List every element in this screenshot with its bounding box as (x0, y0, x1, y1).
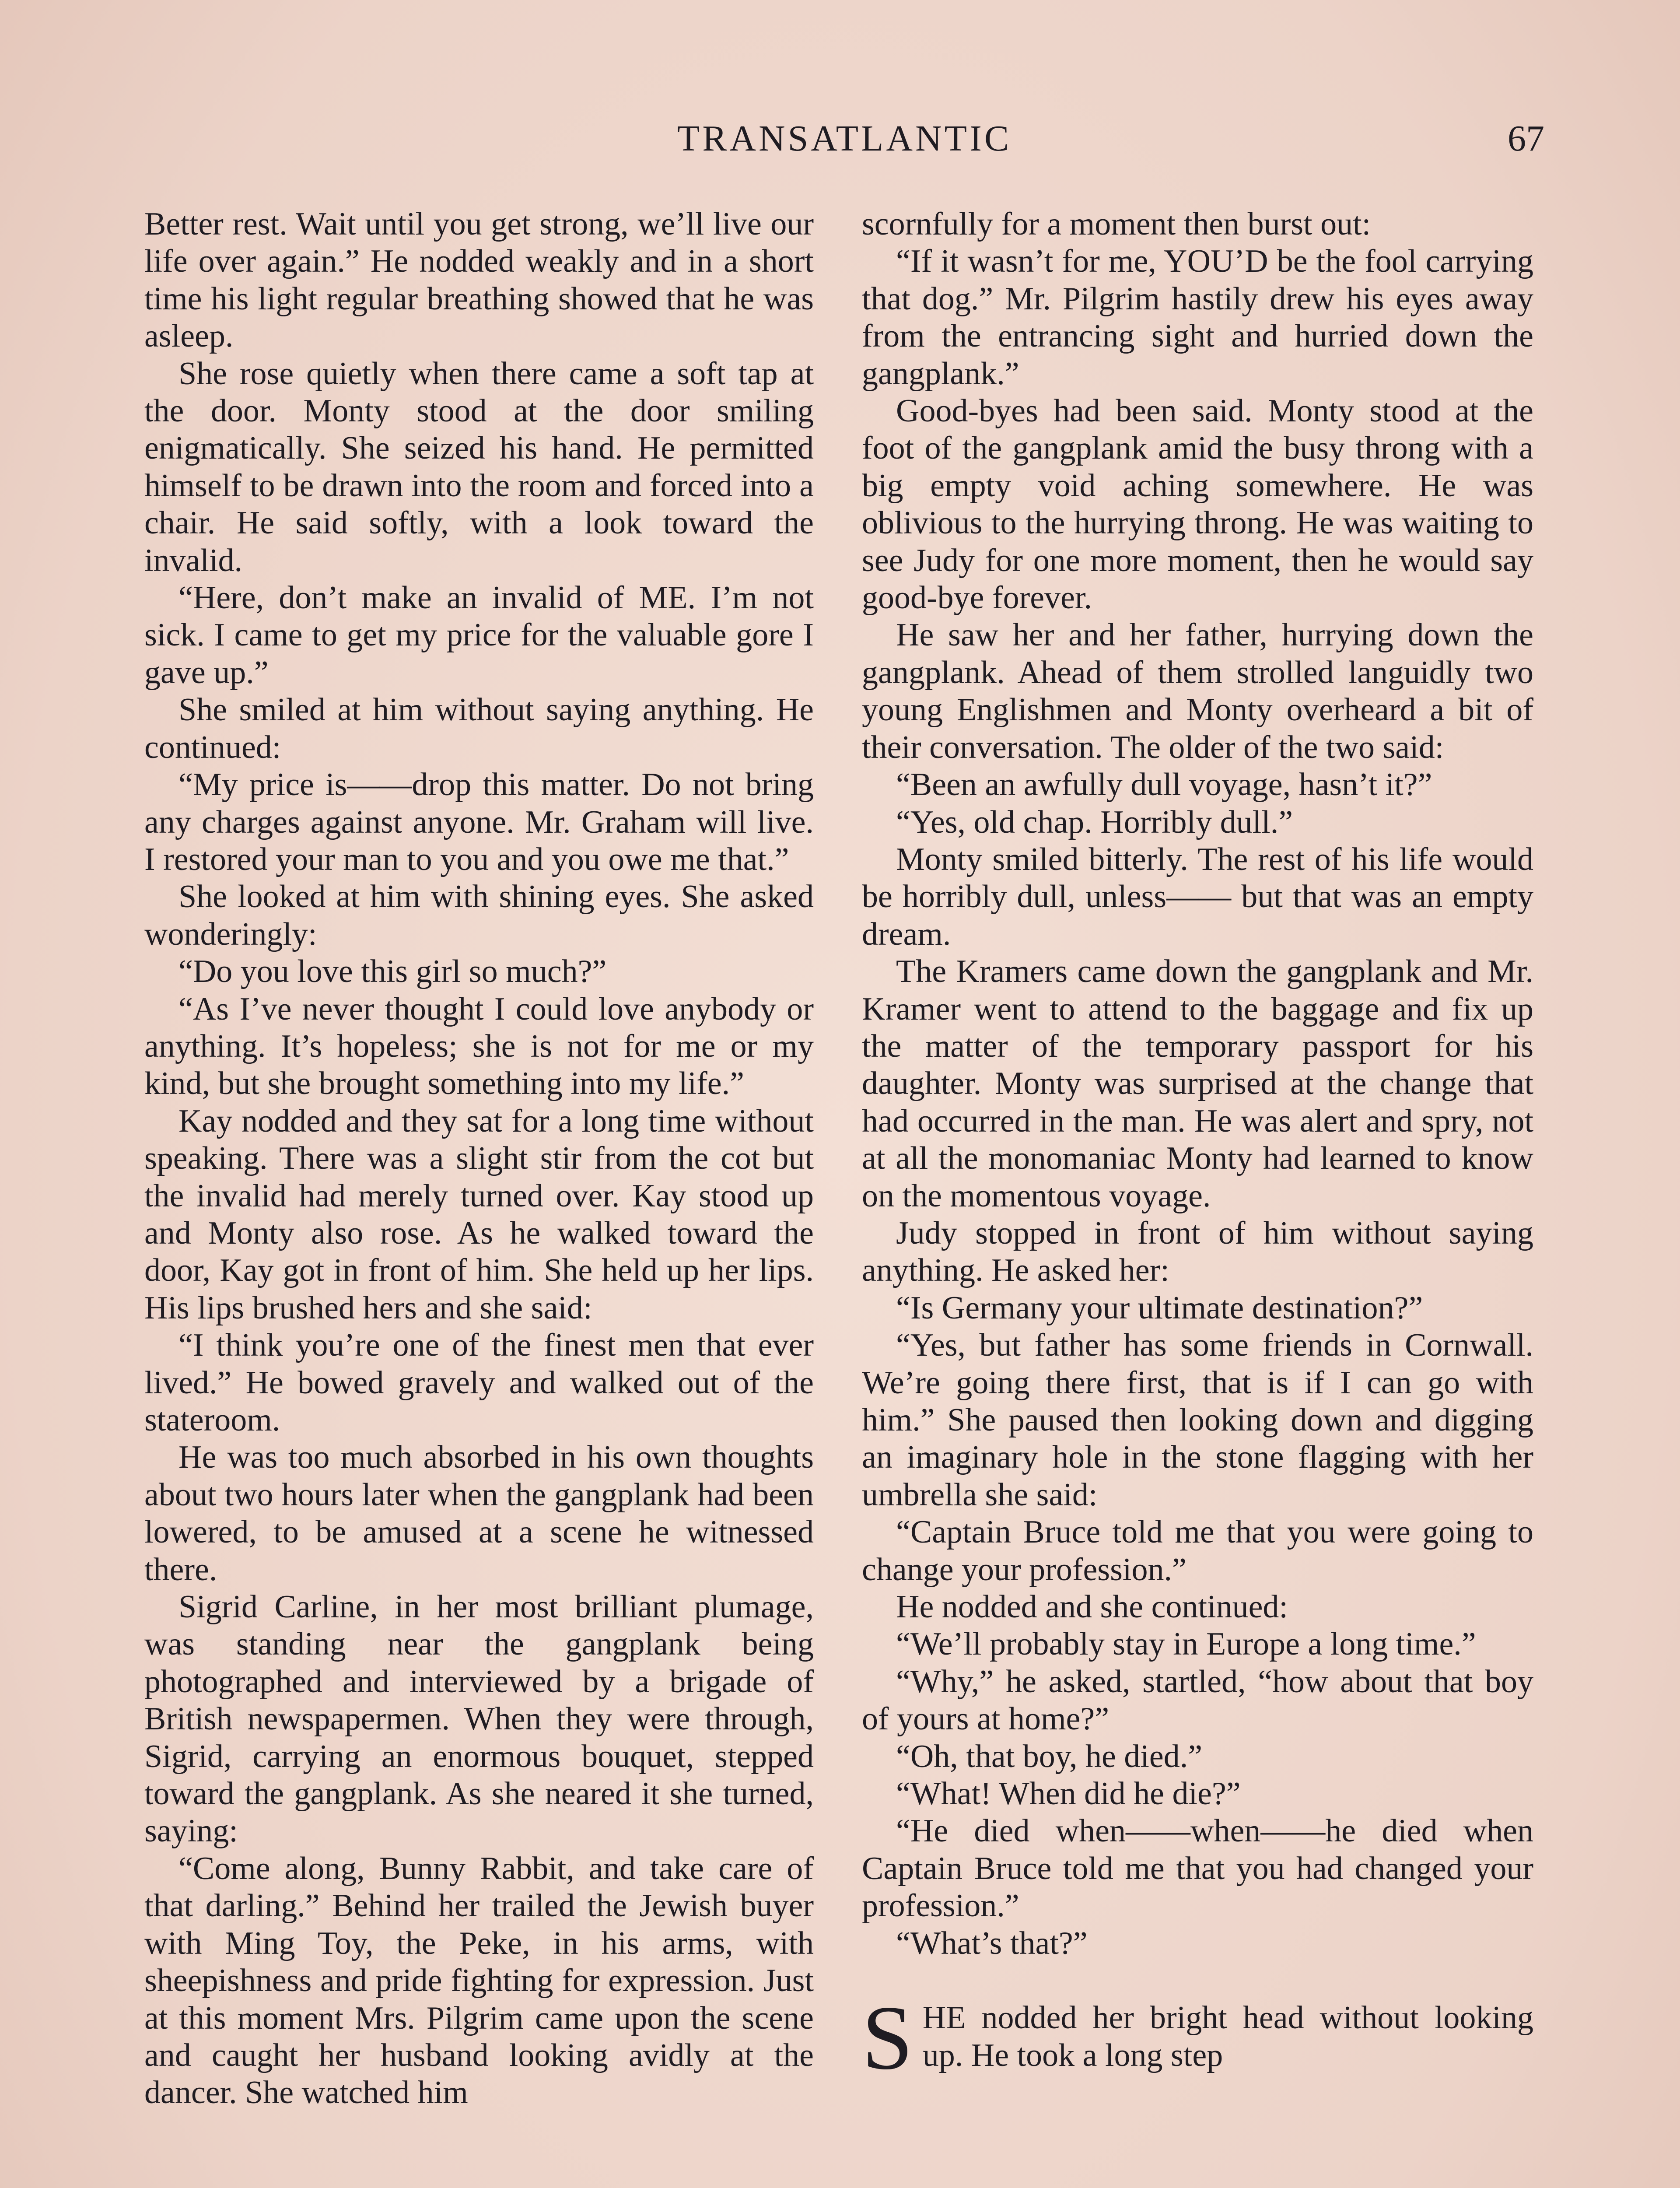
paragraph: The Kramers came down the gangplank and Mr. Kramer went to attend to the baggage and fix up the matter of the temporary passport for his daughter. Monty was surprised at the change that had occurred in the man. He was alert and spry, not at all the monomaniac Monty had learned to know on the momentous voyage. (862, 954, 1533, 1214)
paragraph: Judy stopped in front of him without saying anything. He asked her: (862, 1215, 1533, 1289)
paragraph: “Captain Bruce told me that you were going to change your profession.” (862, 1514, 1533, 1588)
paragraph: Better rest. Wait until you get strong, we’ll live our life over again.” He nodded weakly and in a short time his light regular breathing showed that he was asleep. (144, 206, 814, 354)
running-title: TRANSATLANTIC (677, 118, 1012, 159)
right-column (862, 206, 1533, 2089)
paragraph: “Yes, but father has some friends in Cornwall. We’re going there first, that is if I can go with him.” She paused then looking down and digging an imaginary hole in the stone flagging with her umbrella she said: (862, 1327, 1533, 1513)
drop-cap: S (862, 1987, 913, 2089)
paragraph: “If it wasn’t for me, YOU’D be the fool carrying that dog.” Mr. Pilgrim hastily drew his eyes away from the entrancing sight and hurried down the gangplank.” (862, 243, 1533, 392)
paragraph: “Been an awfully dull voyage, hasn’t it?” (896, 767, 1432, 803)
left-column (144, 206, 814, 2112)
paragraph: “What’s that?” (896, 1925, 1088, 1961)
paragraph: Sigrid Carline, in her most brilliant plumage, was standing near the gangplank being photographed and interviewed by a brigade of British newspapermen. When they were through, Sigrid, carrying an enormous bouquet, stepped toward the gangplank. As she neared it she turned, saying: (144, 1589, 814, 1849)
paragraph: “Yes, old chap. Horribly dull.” (896, 804, 1293, 840)
paragraph: Kay nodded and they sat for a long time without speaking. There was a slight stir from the cot but the invalid had merely turned over. Kay stood up and Monty also rose. As he walked toward the door, Kay got in front of him. She held up her lips. His lips brushed hers and she said: (144, 1103, 814, 1326)
paragraph: “As I’ve never thought I could love anybody or anything. It’s hopeless; she is not for me or my kind, but she brought something into my life.” (144, 991, 814, 1102)
paragraph: scornfully for a moment then burst out: (862, 206, 1371, 242)
paragraph: “I think you’re one of the finest men that ever lived.” He bowed gravely and walked out of the stateroom. (144, 1327, 814, 1438)
paragraph: “Why,” he asked, startled, “how about that boy of yours at home?” (862, 1663, 1533, 1737)
paragraph: He was too much absorbed in his own thoughts about two hours later when the gangplank had been lowered, to be amused at a scene he witnessed there. (144, 1439, 814, 1588)
paragraph: He nodded and she continued: (896, 1589, 1288, 1625)
paragraph: She looked at him with shining eyes. She asked wonderingly: (144, 879, 814, 952)
paragraph: He saw her and her father, hurrying down the gangplank. Ahead of them strolled languidly two young Englishmen and Monty overheard a bit of their conversation. The older of the two said: (862, 617, 1533, 765)
paragraph: She smiled at him without saying anything. He continued: (144, 692, 814, 765)
paragraph: “My price is——drop this matter. Do not bring any charges against anyone. Mr. Graham will live. I restored your man to you and you owe me that.” (144, 767, 814, 877)
paragraph: She rose quietly when there came a soft tap at the door. Monty stood at the door smiling enigmatically. She seized his hand. He permitted himself to be drawn into the room and forced into a chair. He said softly, with a look toward the invalid. (144, 355, 814, 579)
paragraph: “Here, don’t make an invalid of ME. I’m not sick. I came to get my price for the valuable gore I gave up.” (144, 580, 814, 691)
paragraph: “What! When did he die?” (896, 1776, 1241, 1812)
page-number: 67 (1508, 118, 1544, 159)
page-header (0, 117, 1680, 165)
paragraph: “Is Germany your ultimate destination?” (896, 1290, 1423, 1326)
paragraph: “Oh, that boy, he died.” (896, 1738, 1203, 1774)
dropcap-paragraph (862, 1987, 1533, 2089)
paragraph: “He died when——when——he died when Captain Bruce told me that you had changed your profession.” (862, 1813, 1533, 1924)
dropcap-paragraph-text: HE nodded her bright head without looking up. He took a long step (922, 2000, 1533, 2073)
paragraph: “Come along, Bunny Rabbit, and take care of that darling.” Behind her trailed the Jewish buyer with Ming Toy, the Peke, in his arms, with sheepishness and pride fighting for expression. Just at this moment Mrs. Pilgrim came upon the scene and caught her husband looking avidly at the dancer. She watched him (144, 1850, 814, 2111)
paragraph: Monty smiled bitterly. The rest of his life would be horribly dull, unless—— but that was an empty dream. (862, 841, 1533, 952)
paragraph: Good-byes had been said. Monty stood at the foot of the gangplank amid the busy throng with a big empty void aching somewhere. He was oblivious to the hurrying throng. He was waiting to see Judy for one more moment, then he would say good-bye forever. (862, 393, 1533, 616)
paragraph: “We’ll probably stay in Europe a long time.” (896, 1626, 1476, 1662)
paragraph: “Do you love this girl so much?” (178, 954, 607, 990)
